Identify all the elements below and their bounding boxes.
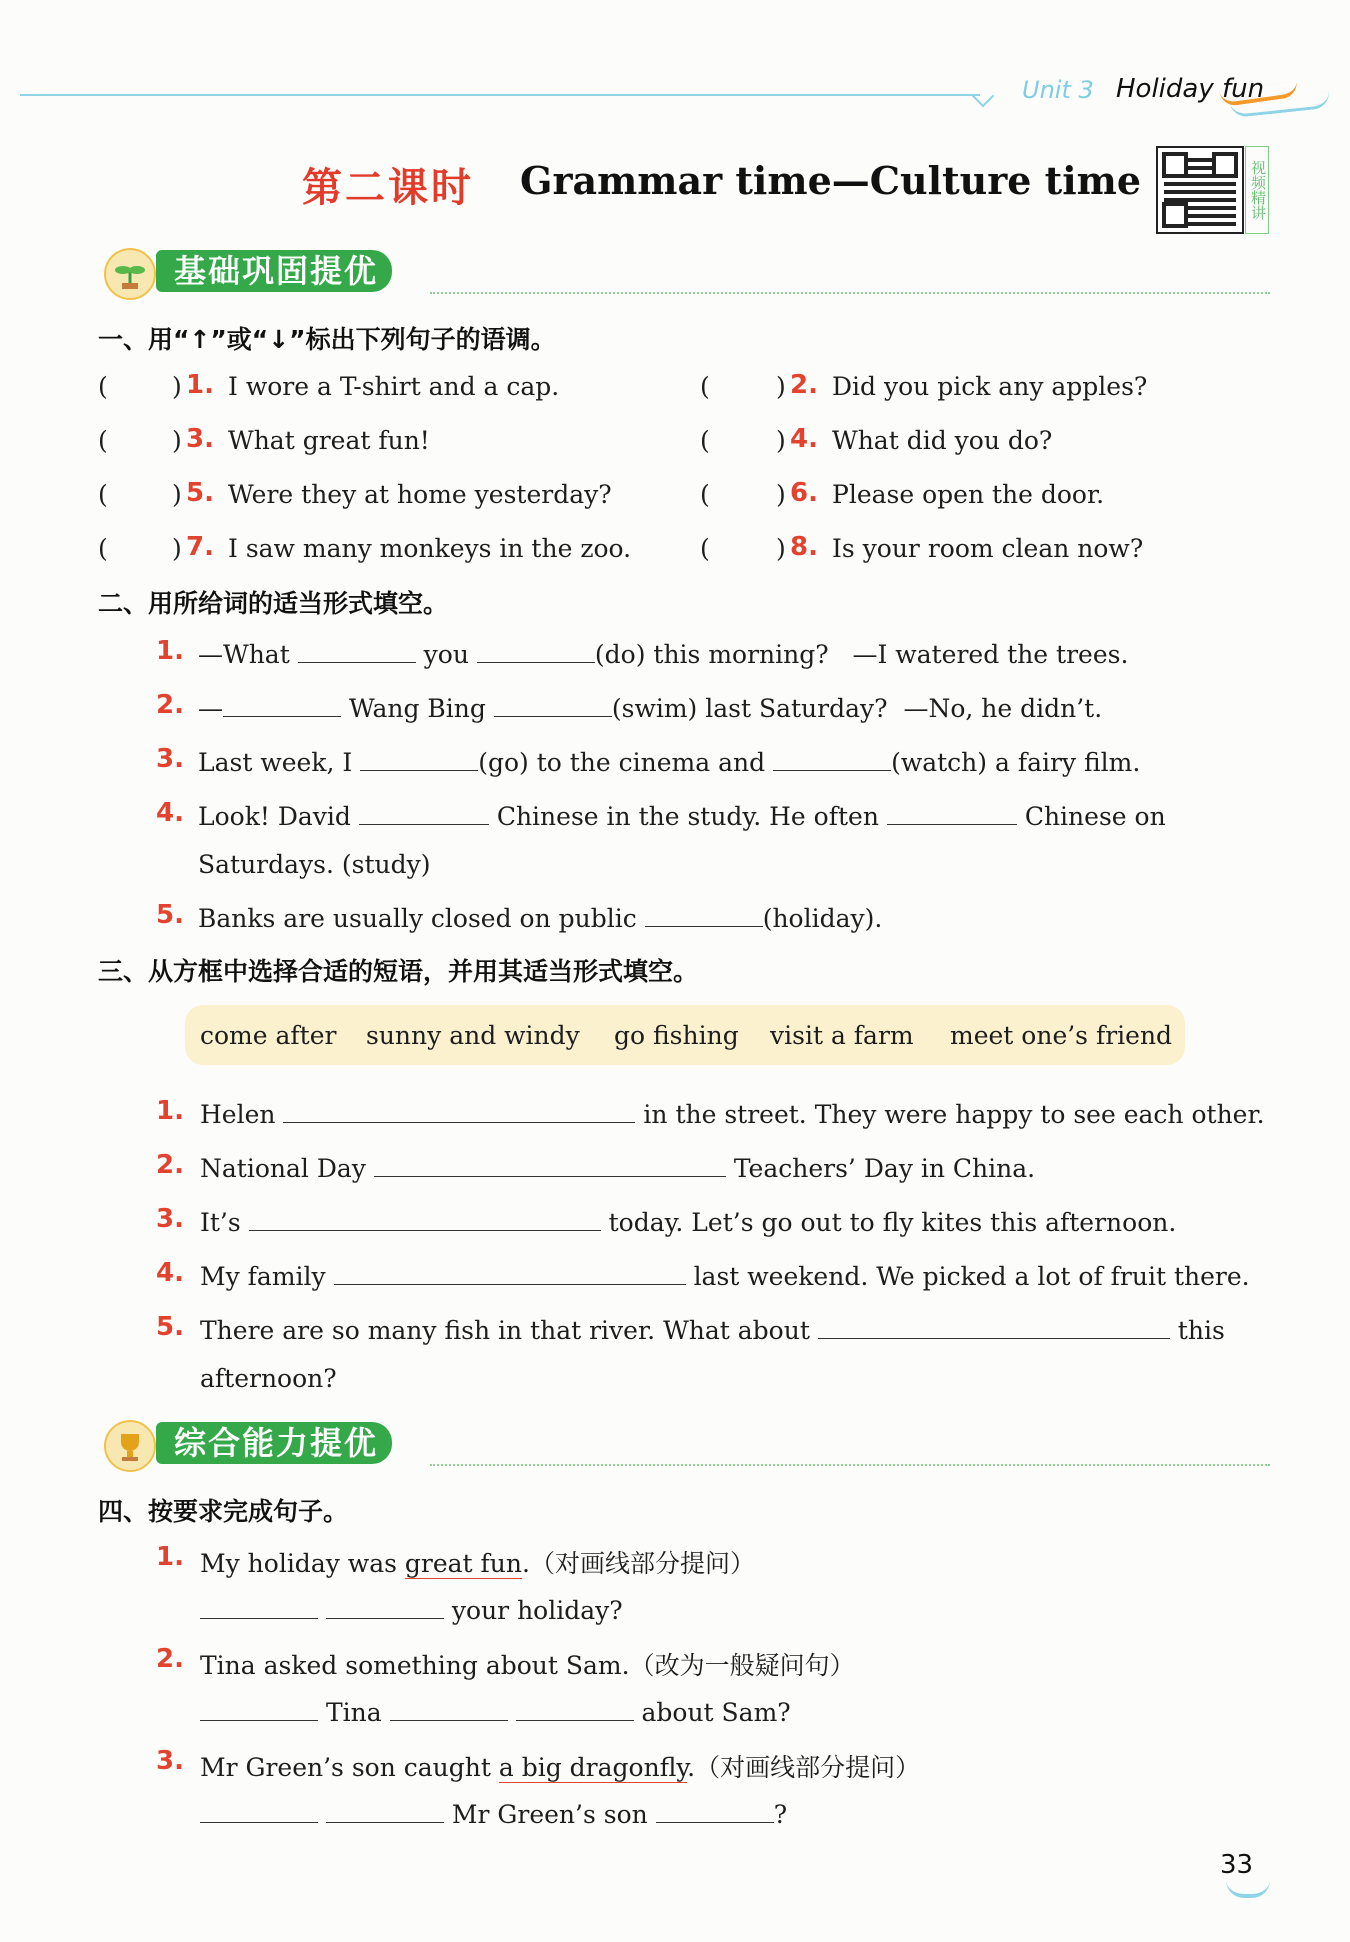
page-number: 33 — [1220, 1850, 1254, 1880]
item-number: 1. — [156, 636, 184, 666]
item-number: 5. — [186, 478, 214, 508]
question-line: Mr Green’s son caught a big dragonfly.（对画线部分提问） — [200, 1753, 921, 1782]
item-number: 2. — [790, 370, 818, 400]
answer-blank[interactable] — [249, 1206, 601, 1231]
answer-line: Mr Green’s son ? — [200, 1798, 787, 1829]
answer-paren: ) — [172, 534, 182, 563]
phrase-option: go fishing — [614, 1021, 739, 1050]
item-number: 1. — [156, 1542, 184, 1572]
part3-heading: 三、从方框中选择合适的短语，并用其适当形式填空。 — [98, 957, 699, 986]
sentence: Did you pick any apples? — [832, 372, 1148, 401]
phrase-option: meet one’s friend — [950, 1021, 1173, 1050]
item-number: 1. — [186, 370, 214, 400]
page-swoosh — [1226, 1880, 1270, 1898]
question-line: Last week, I (go) to the cinema and (watch) a fairy film. — [198, 748, 1141, 777]
phrase-option: visit a farm — [770, 1021, 914, 1050]
answer-paren: ) — [776, 372, 786, 401]
answer-blank[interactable] — [200, 1798, 318, 1823]
lesson-title: Grammar time—Culture time — [520, 158, 1142, 203]
part4-heading: 四、按要求完成句子。 — [98, 1497, 349, 1526]
question-line: It’s today. Let’s go out to fly kites this afternoon. — [200, 1208, 1177, 1237]
answer-paren: ) — [172, 372, 182, 401]
answer-blank[interactable] — [818, 1314, 1170, 1339]
answer-blank[interactable] — [223, 692, 341, 717]
question-line: Banks are usually closed on public (holiday). — [198, 904, 883, 933]
answer-paren: ) — [776, 480, 786, 509]
question-line: Tina asked something about Sam.（改为一般疑问句） — [200, 1651, 855, 1680]
answer-blank[interactable] — [200, 1696, 318, 1721]
answer-blank[interactable] — [516, 1696, 634, 1721]
item-number: 2. — [156, 1150, 184, 1180]
answer-paren: ( — [98, 480, 108, 509]
item-number: 3. — [156, 744, 184, 774]
answer-paren: ( — [98, 534, 108, 563]
answer-paren: ( — [700, 372, 710, 401]
phrase-option: come after — [200, 1021, 337, 1050]
answer-blank[interactable] — [200, 1594, 318, 1619]
header-rule-tick — [972, 85, 995, 108]
phrase-option: sunny and windy — [366, 1021, 580, 1050]
underlined-part: great fun — [404, 1549, 522, 1578]
sentence: I wore a T-shirt and a cap. — [228, 372, 560, 401]
section-divider — [430, 1464, 1270, 1466]
answer-blank[interactable] — [494, 692, 612, 717]
item-number: 7. — [186, 532, 214, 562]
question-line: My holiday was great fun.（对画线部分提问） — [200, 1549, 755, 1578]
seedling-icon — [104, 248, 156, 300]
item-number: 5. — [156, 900, 184, 930]
answer-paren: ( — [700, 480, 710, 509]
answer-blank[interactable] — [645, 902, 763, 927]
answer-blank[interactable] — [887, 800, 1017, 825]
answer-blank[interactable] — [326, 1594, 444, 1619]
section-banner-advanced: 综合能力提优 — [156, 1422, 392, 1464]
video-lecture-tag: 视频精讲 — [1245, 146, 1269, 234]
unit-title: Holiday fun — [1116, 74, 1265, 104]
answer-blank[interactable] — [283, 1098, 635, 1123]
answer-paren: ( — [98, 426, 108, 455]
question-line: There are so many fish in that river. What about this — [200, 1316, 1225, 1345]
section-banner-basic: 基础巩固提优 — [156, 250, 392, 292]
answer-blank[interactable] — [390, 1696, 508, 1721]
answer-blank[interactable] — [374, 1152, 726, 1177]
part1-heading: 一、用“↑”或“↓”标出下列句子的语调。 — [98, 325, 556, 354]
underlined-part: a big dragonfly — [498, 1753, 688, 1782]
item-number: 4. — [790, 424, 818, 454]
item-number: 3. — [156, 1746, 184, 1776]
sentence: Please open the door. — [832, 480, 1105, 509]
answer-paren: ) — [776, 534, 786, 563]
question-line-cont: Saturdays. (study) — [198, 850, 431, 879]
answer-blank[interactable] — [334, 1260, 686, 1285]
answer-paren: ) — [172, 426, 182, 455]
answer-paren: ) — [776, 426, 786, 455]
item-number: 4. — [156, 798, 184, 828]
sentence: Were they at home yesterday? — [228, 480, 612, 509]
header-rule — [20, 94, 980, 96]
item-number: 6. — [790, 478, 818, 508]
answer-paren: ( — [700, 534, 710, 563]
item-number: 3. — [156, 1204, 184, 1234]
question-line-cont: afternoon? — [200, 1364, 337, 1393]
part2-heading: 二、用所给词的适当形式填空。 — [98, 589, 449, 618]
answer-paren: ( — [700, 426, 710, 455]
answer-blank[interactable] — [477, 638, 595, 663]
sentence: What did you do? — [832, 426, 1053, 455]
lesson-number: 第二课时 — [302, 164, 474, 211]
item-number: 2. — [156, 1644, 184, 1674]
unit-label: Unit 3 — [1022, 76, 1094, 104]
answer-paren: ) — [172, 480, 182, 509]
question-line: Helen in the street. They were happy to see each other. — [200, 1100, 1265, 1129]
answer-blank[interactable] — [656, 1798, 774, 1823]
item-number: 2. — [156, 690, 184, 720]
section-divider — [430, 292, 1270, 294]
item-number: 5. — [156, 1312, 184, 1342]
answer-blank[interactable] — [298, 638, 416, 663]
answer-line: Tina about Sam? — [200, 1696, 791, 1727]
trophy-icon — [104, 1420, 156, 1472]
sentence: Is your room clean now? — [832, 534, 1144, 563]
question-line: Look! David Chinese in the study. He often Chinese on — [198, 802, 1166, 831]
answer-blank[interactable] — [326, 1798, 444, 1823]
sentence: What great fun! — [228, 426, 430, 455]
question-line: My family last weekend. We picked a lot of fruit there. — [200, 1262, 1250, 1291]
qr-code-icon[interactable] — [1156, 146, 1244, 234]
question-line: —What you (do) this morning? —I watered the trees. — [198, 640, 1129, 669]
item-number: 8. — [790, 532, 818, 562]
item-number: 3. — [186, 424, 214, 454]
sentence: I saw many monkeys in the zoo. — [228, 534, 632, 563]
question-line: — Wang Bing (swim) last Saturday? —No, he didn’t. — [198, 694, 1103, 723]
answer-line: your holiday? — [200, 1594, 623, 1625]
answer-paren: ( — [98, 372, 108, 401]
answer-blank[interactable] — [360, 746, 478, 771]
question-line: National Day Teachers’ Day in China. — [200, 1154, 1036, 1183]
answer-blank[interactable] — [773, 746, 891, 771]
answer-blank[interactable] — [359, 800, 489, 825]
item-number: 4. — [156, 1258, 184, 1288]
item-number: 1. — [156, 1096, 184, 1126]
